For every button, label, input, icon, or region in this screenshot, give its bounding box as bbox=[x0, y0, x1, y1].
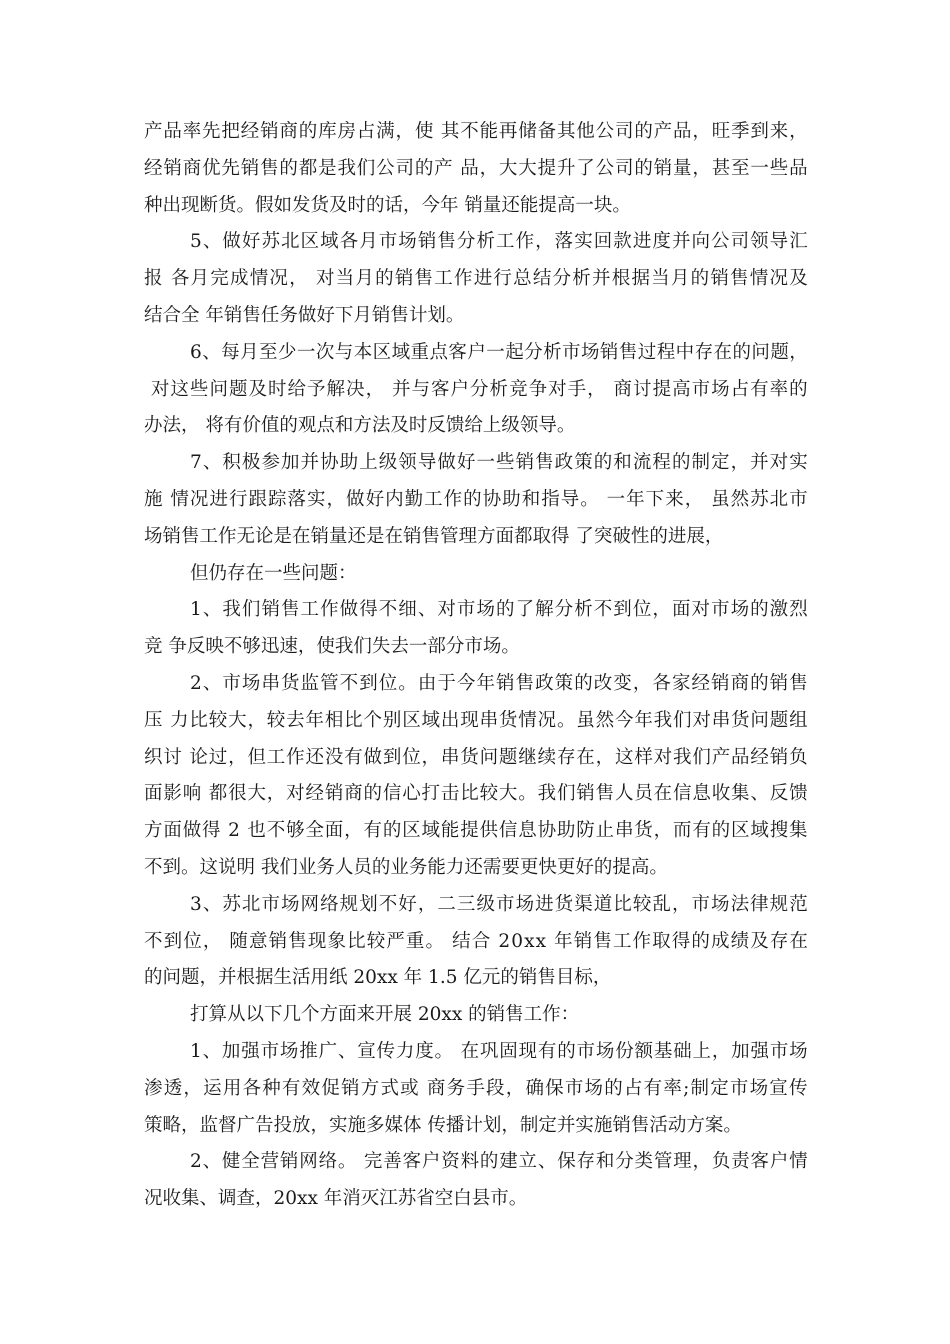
text-line: 织 讨 论 过 ， 但 工 作 还 没 有 做 到 位 ， 串 货 问 题 继 续 存 在 ， 这 样 对 我 们 产 品 经 销 负 bbox=[144, 746, 808, 768]
text-line: 经 销 商 优 先 销 售 的 都 是 我 们 公 司 的 产 品 ， 大 大 提 升 了 公 司 的 销 量 ， 甚 至 一 些 品 bbox=[144, 157, 808, 179]
text-line: 策略，监督广告投放，实施多媒体 传播计划，制定并实施销售活动方案。 bbox=[144, 1114, 742, 1136]
text-line: 1 、 加 强 市 场 推 广 、 宣 传 力 度 。 在 巩 固 现 有 的 市 场 份 额 基 础 上 ， 加 强 市 场 bbox=[190, 1040, 808, 1062]
text-line: 场销售工作无论是在销量还是在销售管理方面都取得 了突破性的进展， bbox=[144, 525, 724, 547]
text-line: 压 力 比 较 大 ， 较 去 年 相 比 个 别 区 域 出 现 串 货 情 况 。 虽 然 今 年 我 们 对 串 货 问 题 组 bbox=[144, 709, 808, 731]
text-line: 对 这 些 问 题 及 时 给 予 解 决 ， 并 与 客 户 分 析 竞 争 对 手 ， 商 讨 提 高 市 场 占 有 率 的 bbox=[150, 378, 808, 400]
text-line: 产 品 率 先 把 经 销 商 的 库 房 占 满 ， 使 其 不 能 再 储 备 其 他 公 司 的 产 品 ， 旺 季 到 来 ， bbox=[144, 121, 808, 142]
text-line: 1 、 我 们 销 售 工 作 做 得 不 细 、 对 市 场 的 了 解 分 析 不 到 位 ， 面 对 市 场 的 激 烈 bbox=[190, 599, 808, 621]
text-line: 渗 透 ， 运 用 各 种 有 效 促 销 方 式 或 商 务 手 段 ， 确 保 市 场 的 占 有 率 ; 制 定 市 场 宣 传 bbox=[144, 1077, 808, 1099]
text-line: 种出现断货。假如发货及时的话，今年 销量还能提高一块。 bbox=[144, 194, 631, 216]
text-line: 施 情 况 进 行 跟 踪 落 实 ， 做 好 内 勤 工 作 的 协 助 和 指 导 。 一 年 下 来 ， 虽 然 苏 北 市 bbox=[144, 488, 808, 510]
text-line: 7 、 积 极 参 加 并 协 助 上 级 领 导 做 好 一 些 销 售 政 策 的 和 流 程 的 制 定 ， 并 对 实 bbox=[190, 452, 808, 474]
text-line: 结合全 年销售任务做好下月销售计划。 bbox=[144, 304, 465, 326]
text-line: 不到。这说明 我们业务人员的业务能力还需要更快更好的提高。 bbox=[144, 856, 668, 878]
text-line: 2 、 健 全 营 销 网 络 。 完 善 客 户 资 料 的 建 立 、 保 存 和 分 类 管 理 ， 负 责 客 户 情 bbox=[190, 1151, 808, 1173]
text-line: 5 、 做 好 苏 北 区 域 各 月 市 场 销 售 分 析 工 作 ， 落 实 回 款 进 度 并 向 公 司 领 导 汇 bbox=[190, 231, 808, 253]
text-line: 报 各 月 完 成 情 况 ， 对 当 月 的 销 售 工 作 进 行 总 结 分 析 并 根 据 当 月 的 销 售 情 况 及 bbox=[144, 268, 808, 290]
text-line: 2 、 市 场 串 货 监 管 不 到 位 。 由 于 今 年 销 售 政 策 的 改 变 ， 各 家 经 销 商 的 销 售 bbox=[190, 672, 808, 694]
text-line: 办法， 将有价值的观点和方法及时反馈给上级领导。 bbox=[144, 415, 576, 437]
text-line: 的问题，并根据生活用纸 20xx 年 1.5 亿元的销售目标， bbox=[144, 967, 612, 989]
text-line: 不 到 位 ， 随 意 销 售 现 象 比 较 严 重 。 结 合 2 0 x x 年 销 售 工 作 取 得 的 成 绩 及 存 在 bbox=[144, 930, 808, 952]
text-line: 打算从以下几个方面来开展 20xx 的销售工作： bbox=[190, 1004, 580, 1026]
text-line: 3 、 苏 北 市 场 网 络 规 划 不 好 ， 二 三 级 市 场 进 货 渠 道 比 较 乱 ， 市 场 法 律 规 范 bbox=[190, 893, 808, 915]
text-line: 面 影 响 都 很 大 ， 对 经 销 商 的 信 心 打 击 比 较 大 。 我 们 销 售 人 员 在 信 息 收 集 、 反 馈 bbox=[144, 783, 808, 805]
text-line: 况收集、调查，20xx 年消灭江苏省空白县市。 bbox=[144, 1188, 528, 1210]
text-line: 竞 争反映不够迅速，使我们失去一部分市场。 bbox=[144, 636, 520, 658]
text-line: 方 面 做 得 2 也 不 够 全 面 ， 有 的 区 域 能 提 供 信 息 协 助 防 止 串 货 ， 而 有 的 区 域 搜 集 bbox=[144, 820, 808, 842]
text-line: 6 、 每 月 至 少 一 次 与 本 区 域 重 点 客 户 一 起 分 析 市 场 销 售 过 程 中 存 在 的 问 题 ， bbox=[190, 341, 808, 363]
body-text bbox=[144, 114, 808, 1218]
text-line: 但仍存在一些问题： bbox=[190, 562, 357, 584]
